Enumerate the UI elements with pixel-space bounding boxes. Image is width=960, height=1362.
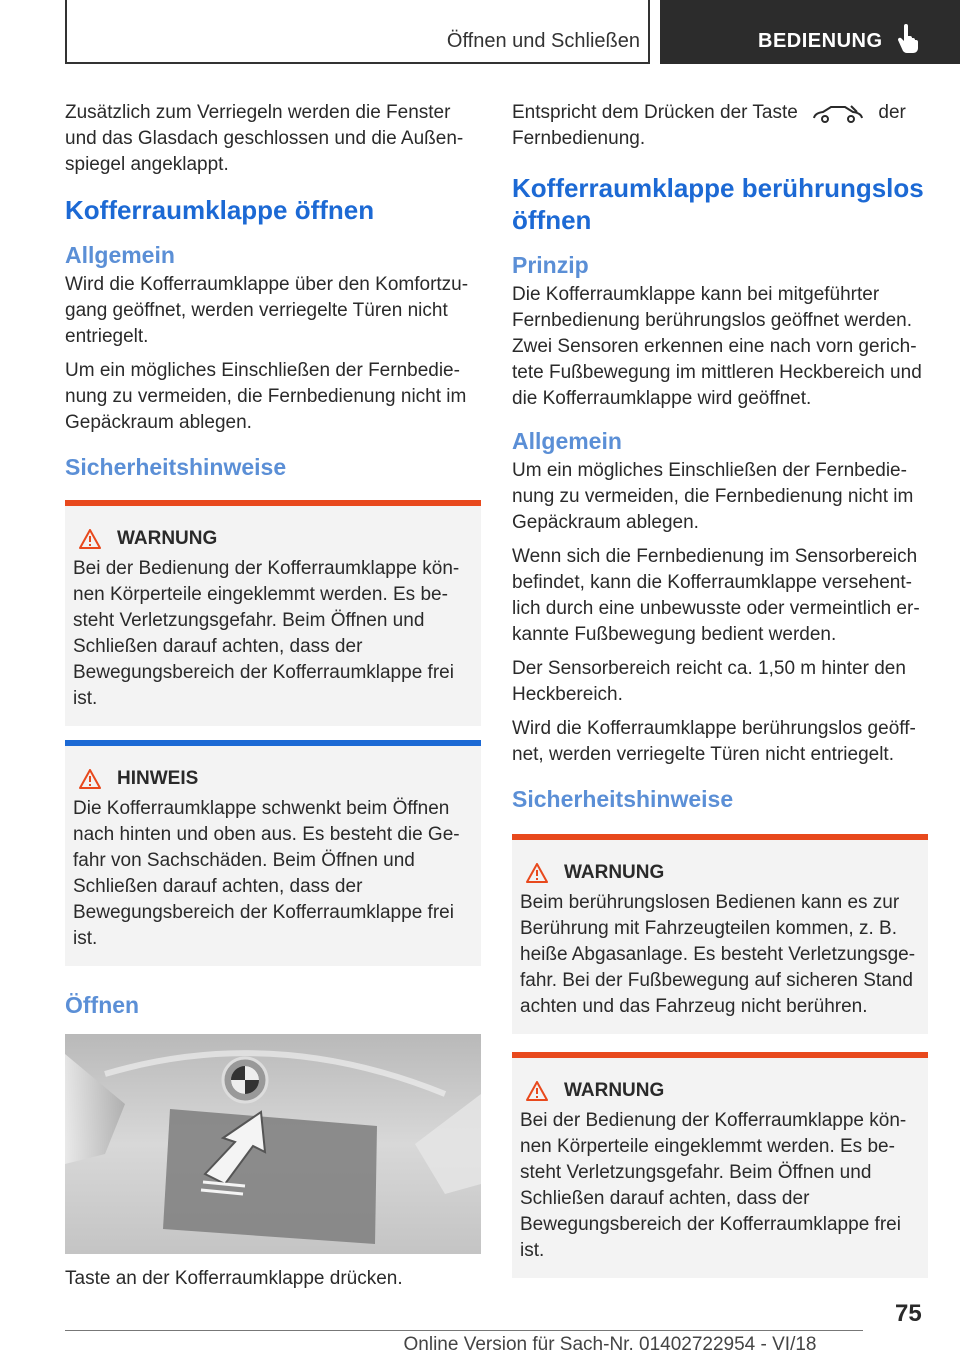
heading-touchless: Kofferraumklappe berührungslos öffnen <box>512 173 924 235</box>
notice-box <box>65 740 481 966</box>
subheading-principle: Prinzip <box>512 252 589 278</box>
paragraph: Die Kofferraumklappe kann bei mitgeführter Fernbedienung berührungslos geöffnet werden. Zwei Sensoren erkennen eine nach vorn gerichtete Fußbewegung im mittleren Heckbereich und die Kofferraumklappe wird geöffnet. <box>512 284 922 409</box>
paragraph: Wird die Kofferraumklappe über den Komfortzugang geöffnet, werden verriegelte Türen nicht entriegelt. <box>65 274 469 347</box>
car-trunk-icon <box>811 102 865 124</box>
right-column <box>512 100 928 1292</box>
remote-paragraph <box>512 100 928 152</box>
subheading-open: Öffnen <box>65 992 140 1018</box>
page-number: 75 <box>895 1300 922 1327</box>
paragraph: Wird die Kofferraumklappe berührungslos geöffnet, werden verriegelte Türen nicht entriegelt. <box>512 718 916 765</box>
paragraph: Wenn sich die Fernbedienung im Sensorbereich befindet, kann die Kofferraumklappe versehentlich durch eine unbewusste oder vermeintlich erkannte Fußbewegung bedient werden. <box>512 546 920 645</box>
paragraph: Um ein mögliches Einschließen der Fernbedienung zu vermeiden, die Fernbedienung nicht im Gepäckraum ablegen. <box>512 460 914 533</box>
image-caption: Taste an der Kofferraumklappe drücken. <box>65 1268 403 1289</box>
warning-triangle-icon <box>526 863 548 883</box>
heading-open-trunk: Kofferraumklappe öffnen <box>65 195 375 225</box>
footer-text: Online Version für Sach-Nr. 01402722954 - VI/18 <box>403 1334 817 1355</box>
warning-box <box>512 1052 928 1278</box>
warning-title: WARNUNG <box>564 862 665 883</box>
subheading-general: Allgemein <box>65 242 175 268</box>
warning-text: Beim berührungslosen Bedienen kann es zur Berührung mit Fahrzeugteilen kommen, z. B. heiße Abgasanlage. Es besteht Verletzungsgefahr. Bei der Fußbewegung auf sicheren Stand achten und das Fahrzeug nicht berühren. <box>520 892 916 1017</box>
header-rule-mid <box>648 0 650 64</box>
subheading-general: Allgemein <box>512 428 622 454</box>
notice-title: HINWEIS <box>117 768 199 789</box>
warning-box <box>512 834 928 1034</box>
warning-triangle-icon <box>526 1081 548 1101</box>
left-column <box>65 100 481 1300</box>
warning-box <box>65 500 481 726</box>
warning-text: Bei der Bedienung der Kofferraumklappe können Körperteile eingeklemmt werden. Es besteht Verletzungsgefahr. Beim Öffnen und Schließen darauf achten, dass der Bewegungsbereich der Kofferraumklappe frei ist. <box>520 1110 907 1261</box>
paragraph: Der Sensorbereich reicht ca. 1,50 m hinter den Heckbereich. <box>512 658 906 705</box>
subheading-safety: Sicherheitshinweise <box>512 786 734 812</box>
intro-paragraph: Zusätzlich zum Verriegeln werden die Fenster und das Glasdach geschlossen und die Außenspiegel angeklappt. <box>65 102 464 175</box>
notice-triangle-icon <box>79 769 101 789</box>
warning-title: WARNUNG <box>564 1080 665 1101</box>
subheading-safety: Sicherheitshinweise <box>65 454 287 480</box>
header-rule-bottom <box>65 62 650 64</box>
warning-triangle-icon <box>79 529 101 549</box>
warning-title: WARNUNG <box>117 528 218 549</box>
chapter-tab[interactable] <box>660 0 960 64</box>
section-title: Öffnen und Schließen <box>446 30 640 52</box>
trunk-button-illustration <box>65 1034 481 1254</box>
hand-pointer-icon <box>896 24 920 60</box>
remote-text-b: der Fernbedienung. <box>512 102 906 149</box>
footer-rule <box>65 1330 863 1331</box>
header-rule-left <box>65 0 67 64</box>
remote-text-a: Entspricht dem Drücken der Taste <box>512 102 798 123</box>
chapter-tab-label: BEDIENUNG <box>758 30 883 52</box>
paragraph: Um ein mögliches Einschließen der Fernbedienung zu vermeiden, die Fernbedienung nicht im Gepäckraum ablegen. <box>65 360 467 433</box>
notice-text: Die Kofferraumklappe schwenkt beim Öffnen nach hinten und oben aus. Es besteht die Gefahr von Sachschäden. Beim Öffnen und Schließen darauf achten, dass der Bewegungsbereich der Kofferraumklappe frei ist. <box>73 798 460 949</box>
warning-text: Bei der Bedienung der Kofferraumklappe können Körperteile eingeklemmt werden. Es besteht Verletzungsgefahr. Beim Öffnen und Schließen darauf achten, dass der Bewegungsbereich der Kofferraumklappe frei ist. <box>73 558 460 709</box>
